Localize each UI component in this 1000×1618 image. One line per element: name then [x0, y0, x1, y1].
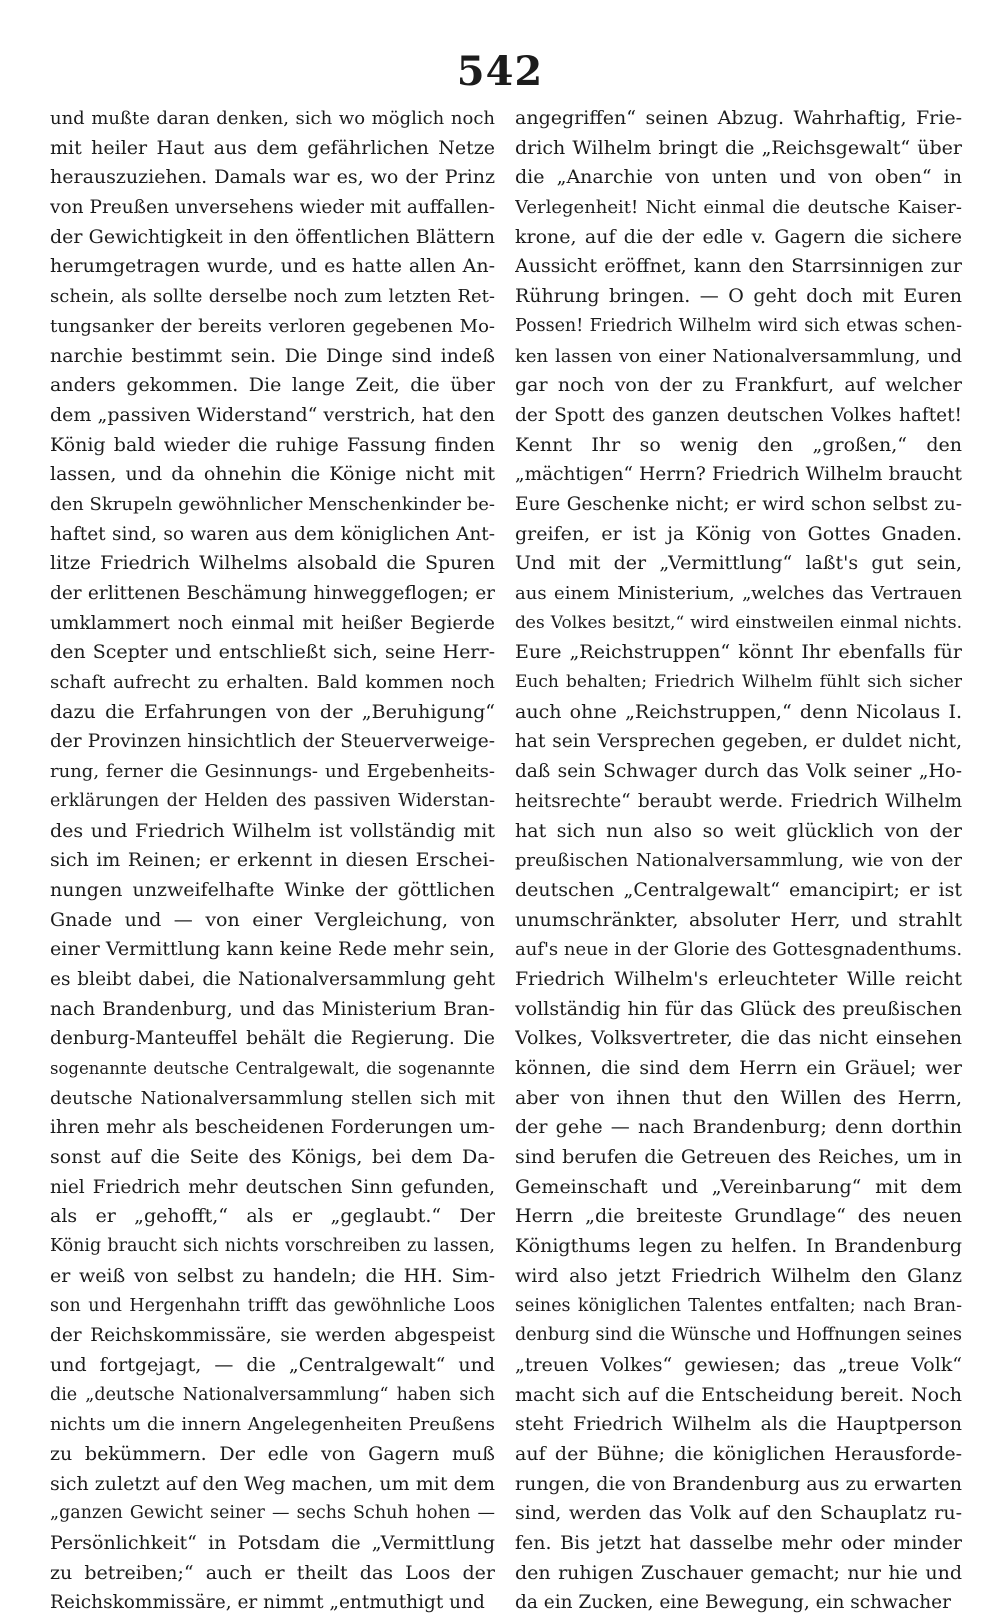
text-line: herauszuziehen. Damals war es, wo der Prinz — [50, 166, 495, 189]
text-line: Eure Geschenke nicht; er wird schon selbst zu- — [515, 493, 962, 515]
text-line: nungen unzweifelhafte Winke der göttlichen — [50, 878, 495, 901]
text-line: „ganzen Gewicht seiner — sechs Schuh hohen — — [50, 1503, 495, 1524]
text-line: des und Friedrich Wilhelm ist vollständig mit — [50, 819, 495, 842]
text-line: tungsanker der bereits verloren gegebenen Mo- — [50, 315, 495, 337]
left-text-column — [50, 104, 495, 1618]
text-line: niel Friedrich mehr deutschen Sinn gefunden, — [50, 1176, 495, 1198]
text-line: drich Wilhelm bringt die „Reichsgewalt“ über — [515, 136, 962, 159]
text-line: angegriffen“ seinen Abzug. Wahrhaftig, Frie- — [515, 107, 962, 129]
page-number: 542 — [456, 48, 544, 95]
text-line: „treuen Volkes“ gewiesen; das „treue Volk“ — [515, 1353, 962, 1376]
text-line: da ein Zucken, eine Bewegung, ein schwacher — [515, 1592, 951, 1614]
text-line: Aussicht eröffnet, kann den Starrsinnigen zur — [515, 255, 962, 278]
text-line: heitsrechte“ beraubt werde. Friedrich Wilhelm — [515, 790, 962, 812]
text-line: Eure „Reichstruppen“ könnt Ihr ebenfalls für — [515, 641, 962, 664]
text-line: es bleibt dabei, die Nationalversammlung geht — [50, 968, 495, 990]
text-line: ihren mehr als bescheidenen Forderungen um- — [50, 1117, 495, 1139]
text-line: sich im Reinen; er erkennt in diesen Erschei- — [50, 849, 495, 872]
text-line: litze Friedrich Wilhelms alsobald die Spuren — [50, 552, 495, 575]
text-line: sind berufen die Getreuen des Reiches, um in — [515, 1146, 962, 1169]
text-line: auf der Bühne; die königlichen Herausforde- — [515, 1442, 962, 1465]
text-line: dem „passiven Widerstand“ verstrich, hat den — [50, 403, 495, 426]
text-line: auch ohne „Reichstruppen,“ denn Nicolaus I. — [515, 700, 962, 723]
text-line: er weiß von selbst zu handeln; die HH. Sim- — [50, 1264, 495, 1287]
text-line: des Volkes besitzt,“ wird einstweilen einmal nichts. — [515, 612, 962, 633]
text-line: gar noch von der zu Frankfurt, auf welcher — [515, 374, 962, 397]
text-line: der Gewichtigkeit in den öffentlichen Blättern — [50, 225, 495, 248]
text-line: Königthums legen zu helfen. In Brandenburg — [515, 1235, 962, 1258]
text-line: seines königlichen Talentes entfalten; nach Bran- — [515, 1295, 962, 1316]
text-line: Volkes, Volksvertreter, die das nicht einsehen — [515, 1027, 962, 1050]
text-line: sonst auf die Seite des Königs, bei dem Da- — [50, 1146, 495, 1169]
text-line: sich zuletzt auf den Weg machen, um mit dem — [50, 1472, 495, 1495]
text-line: schaft aufrecht zu erhalten. Bald kommen noch — [50, 672, 495, 694]
text-line: son und Hergenhahn trifft das gewöhnliche Loos — [50, 1295, 495, 1316]
text-line: unumschränkter, absoluter Herr, und strahlt — [515, 908, 962, 931]
text-line: Gemeinschaft und „Vereinbarung“ mit dem — [515, 1175, 962, 1198]
text-line: krone, auf die der edle v. Gagern die sichere — [515, 225, 962, 248]
right-text-column — [515, 104, 962, 1618]
text-line: König bald wieder die ruhige Fassung finden — [50, 433, 495, 456]
text-line: denburg-Manteuffel behält die Regierung. Die — [50, 1028, 495, 1050]
text-line: zu bekümmern. Der edle von Gagern muß — [50, 1442, 495, 1465]
text-line: und mußte daran denken, sich wo möglich noch — [50, 108, 495, 129]
text-line: preußischen Nationalversammlung, wie von der — [515, 850, 962, 872]
text-line: schein, als sollte derselbe noch zum letzten Ret- — [50, 286, 495, 308]
text-line: Kennt Ihr so wenig den „großen,“ den — [515, 433, 962, 456]
text-line: macht sich auf die Entscheidung bereit. Noch — [515, 1383, 962, 1406]
text-line: den Scepter und entschließt sich, seine Herr- — [50, 641, 495, 664]
text-line: Rührung bringen. — O geht doch mit Euren — [515, 285, 962, 308]
text-line: rungen, die von Brandenburg aus zu erwarten — [515, 1472, 962, 1495]
text-line: deutschen „Centralgewalt“ emancipirt; er ist — [515, 878, 962, 901]
text-line: denburg sind die Wünsche und Hoffnungen seines — [515, 1325, 962, 1346]
text-line: Possen! Friedrich Wilhelm wird sich etwas schen- — [515, 315, 962, 336]
text-line: Und mit der „Vermittlung“ laßt's gut sein, — [515, 552, 962, 575]
text-line: fen. Bis jetzt hat dasselbe mehr oder minder — [515, 1532, 962, 1554]
text-line: deutsche Nationalversammlung stellen sich mit — [50, 1087, 495, 1109]
text-line: die „Anarchie von unten und von oben“ in — [515, 166, 962, 189]
text-line: den Skrupeln gewöhnlicher Menschenkinder be- — [50, 493, 495, 515]
text-line: greifen, er ist ja König von Gottes Gnaden. — [515, 522, 962, 545]
text-line: Herrn „die breiteste Grundlage“ des neuen — [515, 1205, 962, 1228]
text-line: der gehe — nach Brandenburg; denn dorthin — [515, 1116, 962, 1139]
text-line: daß sein Schwager durch das Volk seiner „Ho- — [515, 761, 962, 783]
text-line: Persönlichkeit“ in Potsdam die „Vermittlung — [50, 1532, 495, 1554]
text-line: vollständig hin für das Glück des preußischen — [515, 997, 962, 1020]
text-line: aus einem Ministerium, „welches das Vertrauen — [515, 583, 962, 604]
text-line: zu betreiben;“ auch er theilt das Loos der — [50, 1561, 495, 1584]
text-line: erklärungen der Helden des passiven Widerstan- — [50, 790, 495, 811]
text-line: sind, werden das Volk auf den Schauplatz ru- — [515, 1502, 962, 1525]
text-line: der Provinzen hinsichtlich der Steuerverweige- — [50, 731, 495, 753]
text-line: den ruhigen Zuschauer gemacht; nur hie und — [515, 1561, 962, 1584]
text-line: die „deutsche Nationalversammlung“ haben sich — [50, 1384, 495, 1405]
text-line: lassen, und da ohnehin die Könige nicht mit — [50, 463, 495, 486]
text-line: hat sein Versprechen gegeben, er duldet nicht, — [515, 731, 962, 753]
text-line: einer Vermittlung kann keine Rede mehr sein, — [50, 938, 495, 961]
text-line: nichts um die innern Angelegenheiten Preußens — [50, 1414, 495, 1436]
text-line: können, die sind dem Herrn ein Gräuel; wer — [515, 1057, 962, 1079]
text-line: der Spott des ganzen deutschen Volkes haftet! — [515, 404, 962, 426]
text-line: nach Brandenburg, und das Ministerium Bran- — [50, 998, 495, 1020]
text-line: umklammert noch einmal mit heißer Begierde — [50, 612, 495, 634]
text-line: wird also jetzt Friedrich Wilhelm den Glanz — [515, 1264, 962, 1287]
text-line: aber von ihnen thut den Willen des Herrn, — [515, 1086, 962, 1109]
text-line: herumgetragen wurde, und es hatte allen An- — [50, 255, 495, 278]
text-line: dazu die Erfahrungen von der „Beruhigung“ — [50, 700, 495, 723]
text-line: hat sich nun also so weit glücklich von der — [515, 819, 962, 842]
text-line: „mächtigen“ Herrn? Friedrich Wilhelm braucht — [515, 464, 962, 486]
text-line: anders gekommen. Die lange Zeit, die über — [50, 374, 495, 397]
text-line: auf's neue in der Glorie des Gottesgnadenthums. — [515, 939, 962, 961]
text-line: und fortgejagt, — die „Centralgewalt“ und — [50, 1353, 495, 1376]
text-line: ken lassen von einer Nationalversammlung, und — [515, 345, 962, 367]
text-line: der Reichskommissäre, sie werden abgespeist — [50, 1325, 495, 1347]
text-line: Euch behalten; Friedrich Wilhelm fühlt sich sicher — [515, 672, 962, 693]
text-line: narchie bestimmt sein. Die Dinge sind indeß — [50, 344, 495, 367]
text-line: Gnade und — von einer Vergleichung, von — [50, 908, 495, 931]
text-line: sogenannte deutsche Centralgewalt, die sogenannte — [50, 1059, 495, 1078]
text-line: mit heiler Haut aus dem gefährlichen Netze — [50, 136, 495, 159]
text-line: der erlittenen Beschämung hinweggeflogen; er — [50, 583, 495, 604]
text-line: rung, ferner die Gesinnungs- und Ergebenheits- — [50, 761, 495, 783]
text-line: von Preußen unversehens wieder mit auffallen- — [50, 197, 495, 219]
text-line: König braucht sich nichts vorschreiben zu lassen, — [50, 1236, 495, 1257]
text-line: Reichskommissäre, er nimmt „entmuthigt und — [50, 1592, 485, 1614]
text-line: haftet sind, so waren aus dem königlichen Ant- — [50, 523, 495, 545]
text-line: als er „gehofft,“ als er „geglaubt.“ Der — [50, 1205, 495, 1228]
text-line: Verlegenheit! Nicht einmal die deutsche Kaiser- — [515, 197, 962, 219]
text-line: steht Friedrich Wilhelm als die Hauptperson — [515, 1413, 962, 1436]
text-line: Friedrich Wilhelm's erleuchteter Wille reicht — [515, 967, 962, 990]
